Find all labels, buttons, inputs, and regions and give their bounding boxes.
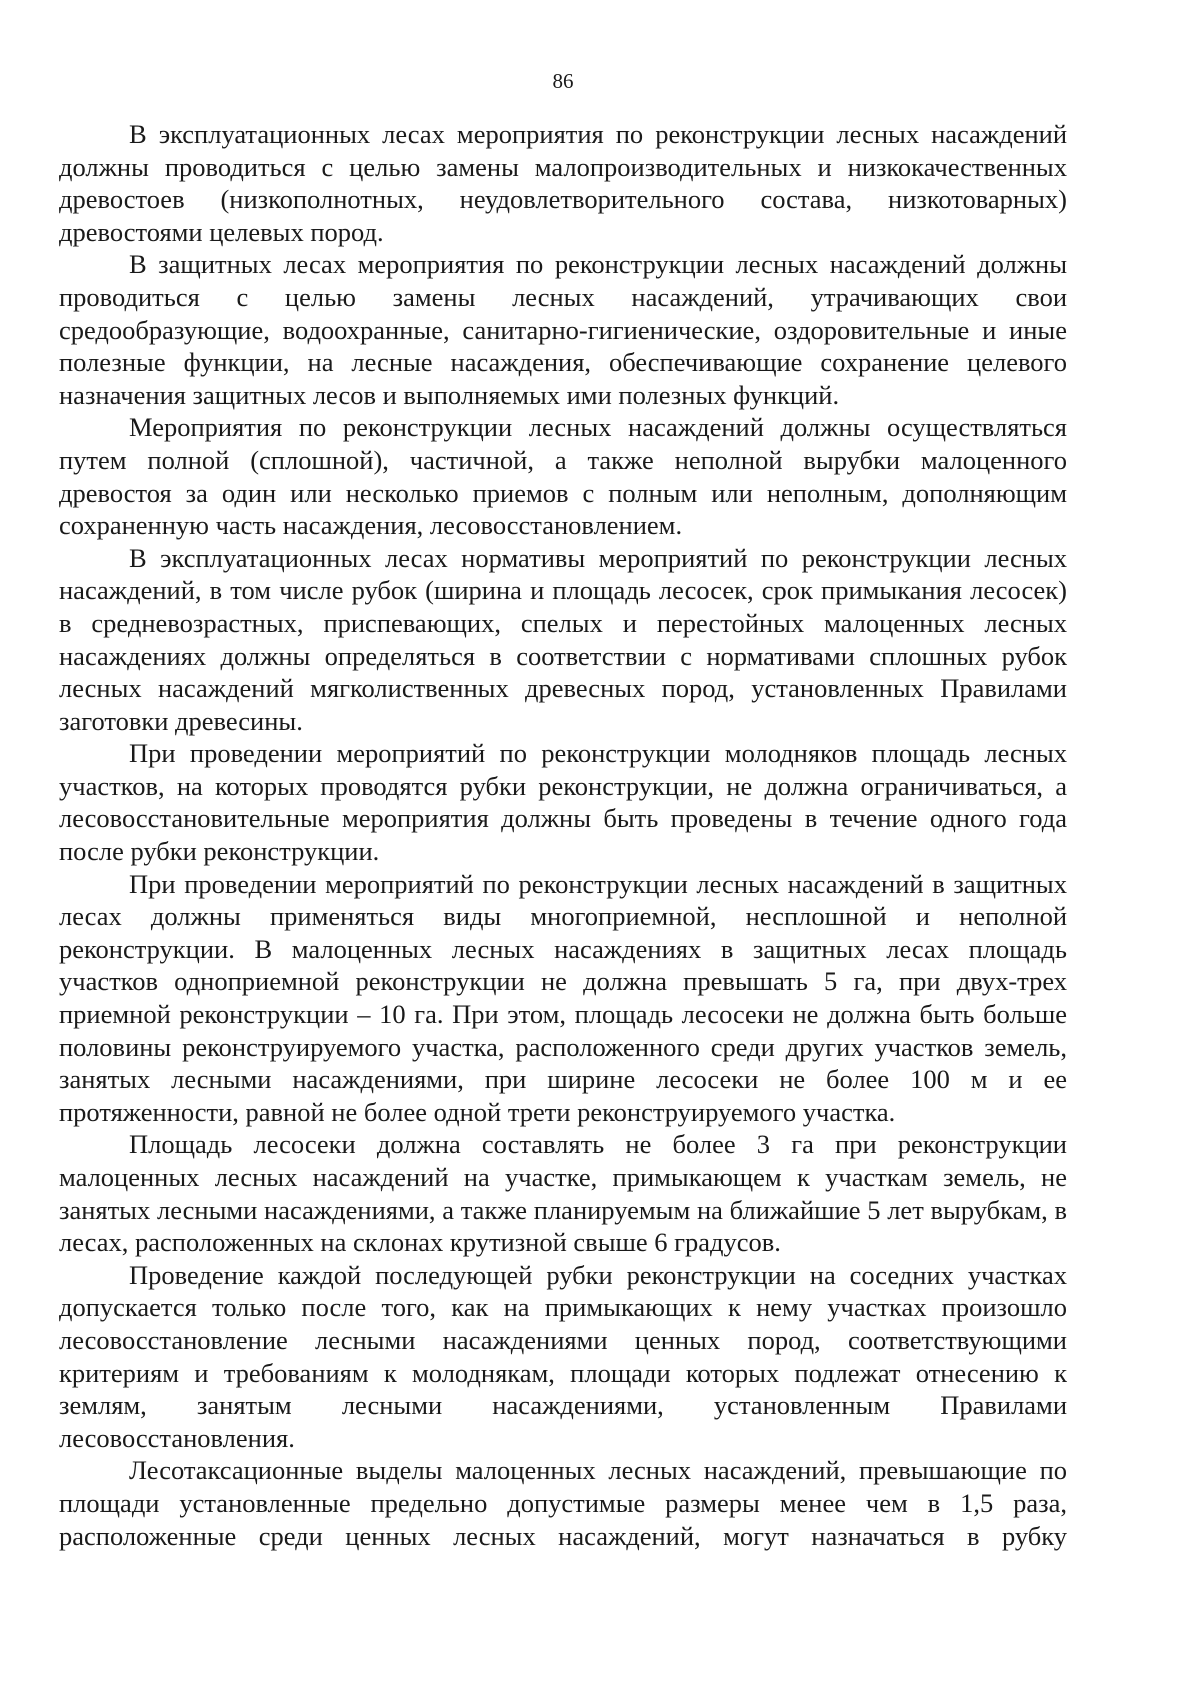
paragraph-5: При проведении мероприятий по реконструкции молодняков площадь лесных участков, на которых проводятся рубки реконструкции, не должна ограничиваться, а лесовосстановительные мероприятия должны быть проведены в течение одного года после рубки реконструкции.	[59, 738, 1067, 867]
paragraph-3: Мероприятия по реконструкции лесных насаждений должны осуществляться путем полной (сплошной), частичной, а также неполной вырубки малоценного древостоя за один или несколько приемов с полным или неполным, дополняющим сохраненную часть насаждения, лесовосстановлением.	[59, 412, 1067, 541]
document-page	[59, 68, 1067, 1552]
paragraph-7: Площадь лесосеки должна составлять не более 3 га при реконструкции малоценных лесных насаждений на участке, примыкающем к участкам земель, не занятых лесными насаждениями, а также планируемым на ближайшие 5 лет вырубкам, в лесах, расположенных на склонах крутизной свыше 6 градусов.	[59, 1129, 1067, 1258]
paragraph-4: В эксплуатационных лесах нормативы мероприятий по реконструкции лесных насаждений, в том числе рубок (ширина и площадь лесосек, срок примыкания лесосек) в средневозрастных, приспевающих, спелых и перестойных малоценных лесных насаждениях должны определяться в соответствии с нормативами сплошных рубок лесных насаждений мягколиственных древесных пород, установленных Правилами заготовки древесины.	[59, 542, 1067, 736]
paragraph-8: Проведение каждой последующей рубки реконструкции на соседних участках допускается только после того, как на примыкающих к нему участках произошло лесовосстановление лесными насаждениями ценных пород, соответствующими критериям и требованиям к молоднякам, площади которых подлежат отнесению к землям, занятым лесными насаждениями, установленным Правилами лесовосстановления.	[59, 1259, 1067, 1453]
paragraph-9: Лесотаксационные выделы малоценных лесных насаждений, превышающие по площади установленные предельно допустимые размеры менее чем в 1,5 раза, расположенные среди ценных лесных насаждений, могут назначаться в рубку	[59, 1455, 1067, 1551]
page-number: 86	[552, 69, 574, 93]
paragraph-1: В эксплуатационных лесах мероприятия по реконструкции лесных насаждений должны проводиться с целью замены малопроизводительных и низкокачественных древостоев (низкополнотных, неудовлетворительного состава, низкотоварных) древостоями целевых пород.	[59, 119, 1067, 247]
paragraph-6: При проведении мероприятий по реконструкции лесных насаждений в защитных лесах должны применяться виды многоприемной, несплошной и неполной реконструкции. В малоценных лесных насаждениях в защитных лесах площадь участков одноприемной реконструкции не должна превышать 5 га, при двух-трех приемной реконструкции – 10 га. При этом, площадь лесосеки не должна быть больше половины реконструируемого участка, расположенного среди других участков земель, занятых лесными насаждениями, при ширине лесосеки не более 100 м и ее протяженности, равной не более одной трети реконструируемого участка.	[59, 868, 1067, 1127]
paragraph-2: В защитных лесах мероприятия по реконструкции лесных насаждений должны проводиться с целью замены лесных насаждений, утрачивающих свои средообразующие, водоохранные, санитарно-гигиенические, оздоровительные и иные полезные функции, на лесные насаждения, обеспечивающие сохранение целевого назначения защитных лесов и выполняемых ими полезных функций.	[59, 249, 1067, 410]
